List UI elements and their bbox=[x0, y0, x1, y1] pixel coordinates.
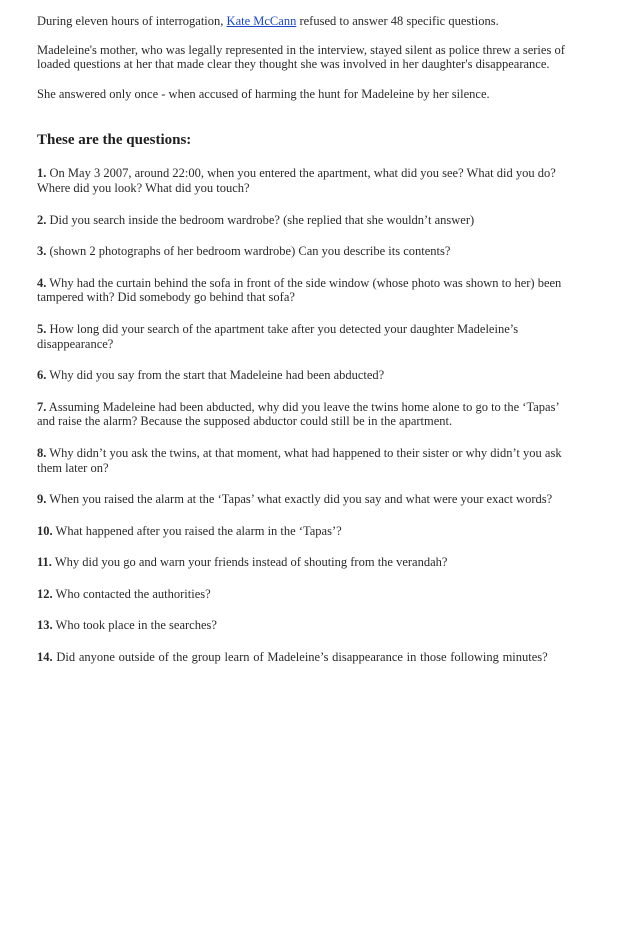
question-13 bbox=[37, 618, 577, 633]
question-text: How long did your search of the apartment take after you detected your daughter Madeleine’s disappearance? bbox=[37, 321, 519, 351]
question-text: Who contacted the authorities? bbox=[52, 586, 211, 601]
question-number: 9. bbox=[37, 492, 47, 507]
question-text: Why did you go and warn your friends instead of shouting from the verandah? bbox=[51, 555, 448, 570]
intro-paragraph-2: Madeleine's mother, who was legally represented in the interview, stayed silent as police threw a series of loaded questions at her that made clear they thought she was involved in her daughter's disappearance. bbox=[37, 42, 565, 72]
question-number: 11. bbox=[37, 555, 52, 570]
question-text: What happened after you raised the alarm in the ‘Tapas’? bbox=[52, 523, 342, 538]
question-number: 7. bbox=[37, 399, 47, 414]
question-6 bbox=[37, 368, 577, 383]
intro-text-before-link: During eleven hours of interrogation, bbox=[37, 14, 227, 28]
question-text: Did anyone outside of the group learn of Madeleine’s disappearance in those following minutes? bbox=[52, 650, 548, 665]
intro-paragraph-3: She answered only once - when accused of harming the hunt for Madeleine by her silence. bbox=[37, 86, 490, 101]
intro-paragraph-1 bbox=[37, 14, 577, 29]
question-number: 5. bbox=[37, 321, 47, 336]
question-text: Assuming Madeleine had been abducted, why did you leave the twins home alone to go to the ‘Tapas’ and raise the alarm? Because the supposed abductor could still be in the apartment. bbox=[37, 399, 559, 429]
question-number: 1. bbox=[37, 166, 47, 181]
question-text: Who took place in the searches? bbox=[52, 618, 217, 633]
question-number: 4. bbox=[37, 275, 47, 290]
question-number: 10. bbox=[37, 523, 53, 538]
question-number: 14. bbox=[37, 650, 53, 665]
question-3 bbox=[37, 244, 577, 259]
question-12 bbox=[37, 587, 577, 602]
question-text: Did you search inside the bedroom wardrobe? (she replied that she wouldn’t answer) bbox=[46, 212, 475, 227]
question-number: 13. bbox=[37, 618, 53, 633]
question-text: (shown 2 photographs of her bedroom wardrobe) Can you describe its contents? bbox=[46, 244, 451, 259]
question-10 bbox=[37, 524, 577, 539]
question-7 bbox=[37, 400, 577, 429]
question-number: 6. bbox=[37, 368, 47, 383]
question-14 bbox=[37, 650, 577, 665]
question-text: Why did you say from the start that Madeleine had been abducted? bbox=[46, 368, 385, 383]
question-8 bbox=[37, 446, 577, 475]
question-text: Why had the curtain behind the sofa in front of the side window (whose photo was shown to her) been tampered with? Did somebody go behind that sofa? bbox=[37, 275, 562, 305]
question-number: 12. bbox=[37, 586, 53, 601]
question-text: Why didn’t you ask the twins, at that moment, what had happened to their sister or why didn’t you ask them later on? bbox=[37, 445, 562, 475]
question-text: When you raised the alarm at the ‘Tapas’ what exactly did you say and what were your exact words? bbox=[46, 492, 553, 507]
question-1 bbox=[37, 166, 577, 195]
question-number: 2. bbox=[37, 212, 47, 227]
intro-text-after-link: refused to answer 48 specific questions. bbox=[296, 14, 499, 28]
question-number: 3. bbox=[37, 244, 47, 259]
question-9 bbox=[37, 492, 577, 507]
question-2 bbox=[37, 213, 577, 228]
question-4 bbox=[37, 276, 577, 305]
article-body bbox=[37, 14, 577, 682]
questions-heading: These are the questions: bbox=[37, 132, 192, 149]
kate-mccann-link[interactable]: Kate McCann bbox=[226, 14, 297, 28]
question-number: 8. bbox=[37, 445, 47, 460]
question-5 bbox=[37, 322, 577, 351]
question-text: On May 3 2007, around 22:00, when you entered the apartment, what did you see? What did you do? Where did you look? What did you touch? bbox=[37, 166, 556, 195]
question-11 bbox=[37, 555, 577, 570]
